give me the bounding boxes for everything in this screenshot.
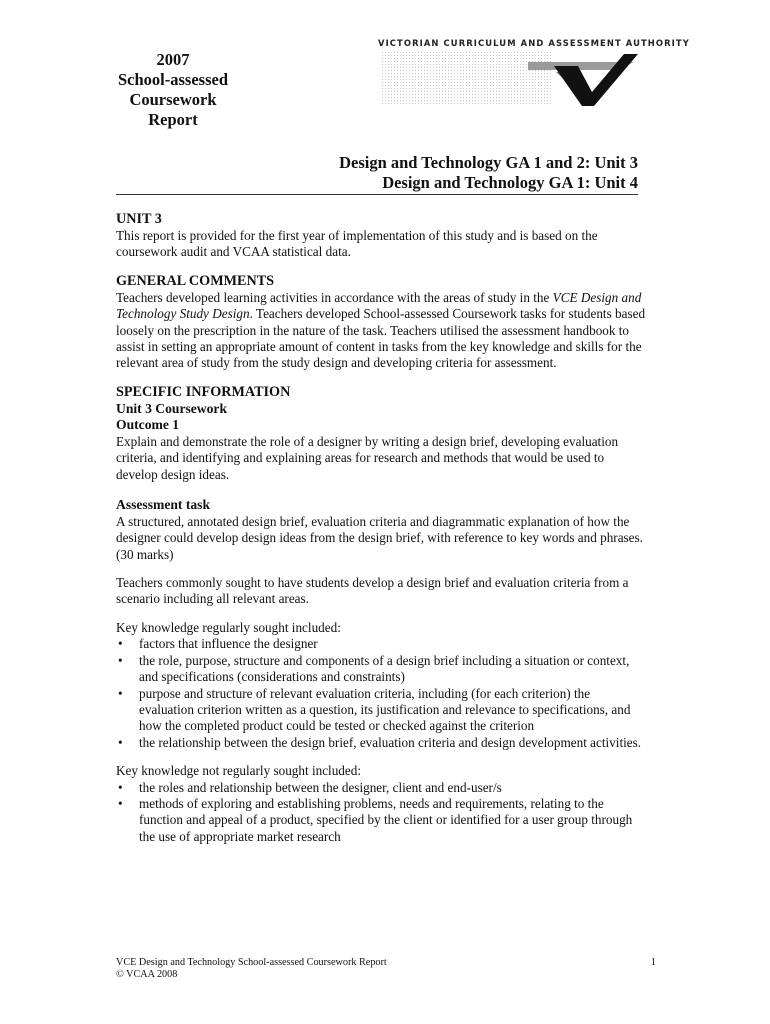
assessment-task-marks: (30 marks) [116, 546, 174, 562]
outcome-1-text: Explain and demonstrate the role of a designer by writing a design brief, developing evaluation criteria, and identifying and explaining areas for research and methods that would be used to develop design ideas. [116, 434, 619, 482]
vcaa-logo [378, 38, 690, 108]
report-title-line: Report [148, 110, 198, 129]
list-item: • factors that influence the designer [116, 636, 646, 652]
unit-3-heading: UNIT 3 [116, 211, 162, 227]
general-comments-heading: GENERAL COMMENTS [116, 272, 275, 289]
report-body [116, 211, 646, 845]
key-knowledge-not-sought-intro: Key knowledge not regularly sought included: [116, 763, 362, 779]
general-comments-text [116, 290, 646, 372]
report-title-line: Coursework [129, 90, 217, 109]
document-heading-line-2: Design and Technology GA 1: Unit 4 [382, 173, 638, 192]
unit-3-intro: This report is provided for the first year of implementation of this study and is based on the coursework audit and VCAA statistical data. [116, 228, 598, 260]
document-heading-line-1: Design and Technology GA 1 and 2: Unit 3 [339, 153, 638, 172]
specific-information-heading: SPECIFIC INFORMATION [116, 383, 291, 400]
document-heading [339, 153, 638, 193]
footer-copyright: © VCAA 2008 [116, 969, 178, 981]
key-knowledge-sought-intro: Key knowledge regularly sought included: [116, 619, 341, 635]
page-footer [116, 957, 656, 982]
vcaa-checkmark-logo-icon [378, 48, 640, 110]
teachers-sought-text: Teachers commonly sought to have students develop a design brief and evaluation criteria from a scenario including all relevant areas. [116, 575, 629, 607]
general-comments-text-part: . Teachers developed School-assessed Coursework tasks for students based loosely on the prescription in the nature of the task. Teachers utilised the assessment handbook to assist in setting an appropriate amount of content in tasks from the key knowledge and skills for the relevant area of study from the study design and developing criteria for assessment. [116, 306, 646, 371]
page-number: 1 [650, 957, 656, 968]
list-item: • methods of exploring and establishing problems, needs and requirements, relating to the function and appeal of a product, specified by the client or identified for a user group through the use of appropriate market research [116, 796, 646, 845]
list-item: • the role, purpose, structure and components of a design brief including a situation or context, and specifications (considerations and constraints) [116, 653, 646, 686]
footer-report-name: VCE Design and Technology School-assessed Coursework Report [116, 957, 387, 968]
assessment-task-text: A structured, annotated design brief, evaluation criteria and diagrammatic explanation of how the designer could develop design ideas from the design brief, with reference to key words and phrases. [116, 513, 643, 546]
assessment-task-heading: Assessment task [116, 497, 211, 513]
key-knowledge-not-sought-list [116, 780, 646, 846]
key-knowledge-sought-list [116, 636, 646, 751]
list-item: • the relationship between the design brief, evaluation criteria and design development activities. [116, 735, 646, 751]
general-comments-text-part: Teachers developed learning activities in accordance with the areas of study in the [116, 289, 553, 305]
list-item: • purpose and structure of relevant evaluation criteria, including (for each criterion) the evaluation criterion written as a question, its justification and relevance to specifications, and how the completed product could be tested or checked against the criterion [116, 686, 646, 735]
study-design-title: VCE Design and Technology Study Design [116, 289, 642, 322]
report-year: 2007 [156, 50, 190, 69]
heading-divider [116, 194, 638, 195]
list-item: • the roles and relationship between the designer, client and end-user/s [116, 780, 646, 796]
report-title [108, 50, 238, 130]
vcaa-logo-text: VICTORIAN CURRICULUM AND ASSESSMENT AUTHORITY [378, 38, 690, 48]
outcome-1-heading: Outcome 1 [116, 417, 180, 433]
report-title-line: School-assessed [117, 70, 228, 89]
unit-3-coursework-heading: Unit 3 Coursework [116, 400, 228, 416]
